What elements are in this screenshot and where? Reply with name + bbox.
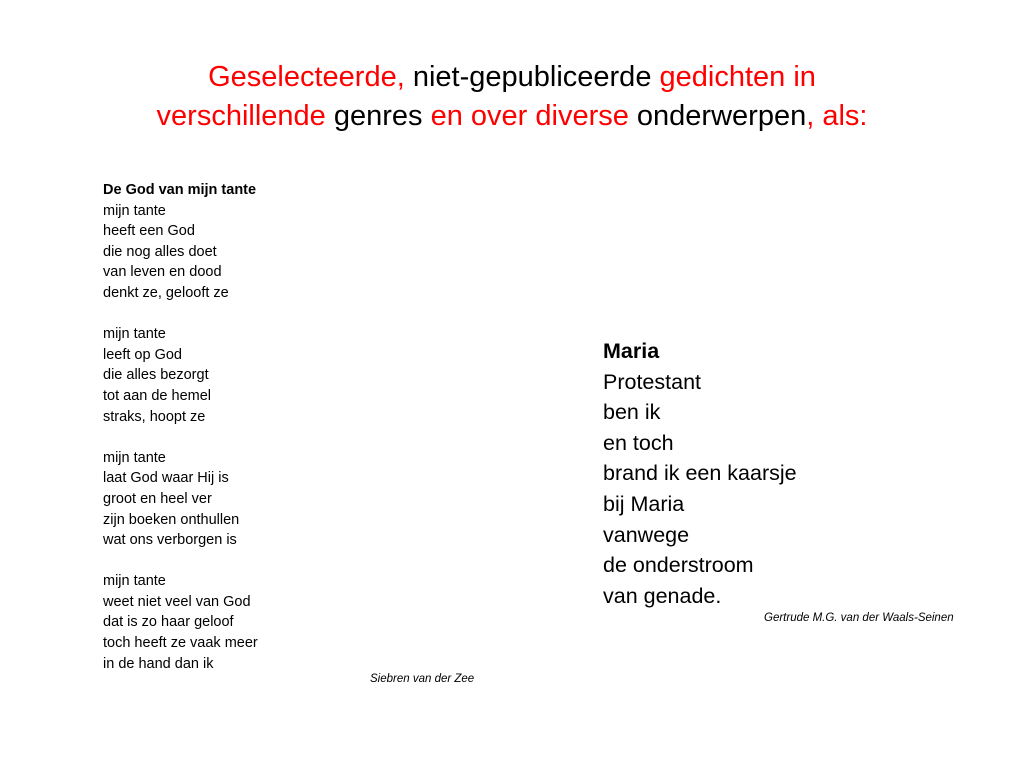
poem-line: mijn tante: [103, 326, 166, 343]
poem-line: brand ik een kaarsje: [603, 461, 797, 486]
poem-body: [103, 201, 258, 675]
poem-line: van leven en dood: [103, 264, 222, 281]
poem-line: in de hand dan ik: [103, 655, 214, 672]
poem-stanza: [103, 448, 258, 551]
poem-line: leeft op God: [103, 346, 182, 363]
poem-line: tot aan de hemel: [103, 387, 212, 404]
slide-title: [40, 58, 984, 136]
poem-line: zijn boeken onthullen: [103, 511, 240, 528]
poem-line: mijn tante: [103, 202, 166, 219]
poem-line: toch heeft ze vaak meer: [103, 635, 258, 652]
poem-title: De God van mijn tante: [103, 182, 257, 198]
poem-author: Gertrude M.G. van der Waals-Seinen: [764, 612, 954, 624]
title-line-1: [40, 58, 984, 97]
poem-line: de onderstroom: [603, 553, 754, 578]
poem-author: Siebren van der Zee: [370, 673, 475, 685]
poem-line: weet niet veel van God: [103, 593, 251, 610]
title-line-2: [40, 97, 984, 136]
poem-line: Protestant: [603, 369, 701, 394]
poem-line: heeft een God: [103, 223, 195, 240]
title-segment: onderwerpen: [636, 100, 807, 132]
title-segment: en over diverse: [430, 100, 637, 132]
title-segment: verschillende: [156, 100, 334, 132]
poem-maria: [603, 336, 797, 611]
title-segment: Geselecteerde,: [208, 61, 413, 93]
poem-stanza: [103, 201, 258, 304]
poem-stanza: [103, 324, 258, 427]
poem-line: straks, hoopt ze: [103, 408, 206, 425]
poem-line: ben ik: [603, 400, 661, 425]
poem-line: laat God waar Hij is: [103, 470, 229, 487]
poem-body: [603, 367, 797, 612]
poem-line: en toch: [603, 430, 674, 455]
poem-line: van genade.: [603, 583, 722, 608]
poem-line: vanwege: [603, 522, 690, 547]
poem-line: die nog alles doet: [103, 243, 217, 260]
poem-stanza: [103, 571, 258, 674]
poem-line: mijn tante: [103, 449, 166, 466]
poem-line: denkt ze, gelooft ze: [103, 284, 229, 301]
title-segment: gedichten in: [659, 61, 816, 93]
poem-title: Maria: [603, 339, 660, 363]
poem-line: mijn tante: [103, 573, 166, 590]
poem-line: dat is zo haar geloof: [103, 614, 234, 631]
poem-line: wat ons verborgen is: [103, 532, 237, 549]
poem-line: bij Maria: [603, 491, 685, 516]
poem-line: die alles bezorgt: [103, 367, 209, 384]
poem-line: groot en heel ver: [103, 490, 212, 507]
title-segment: niet-gepubliceerde: [412, 61, 660, 93]
title-segment: genres: [333, 100, 431, 132]
poem-de-god-van-mijn-tante: [103, 180, 258, 674]
title-segment: , als:: [806, 100, 868, 132]
